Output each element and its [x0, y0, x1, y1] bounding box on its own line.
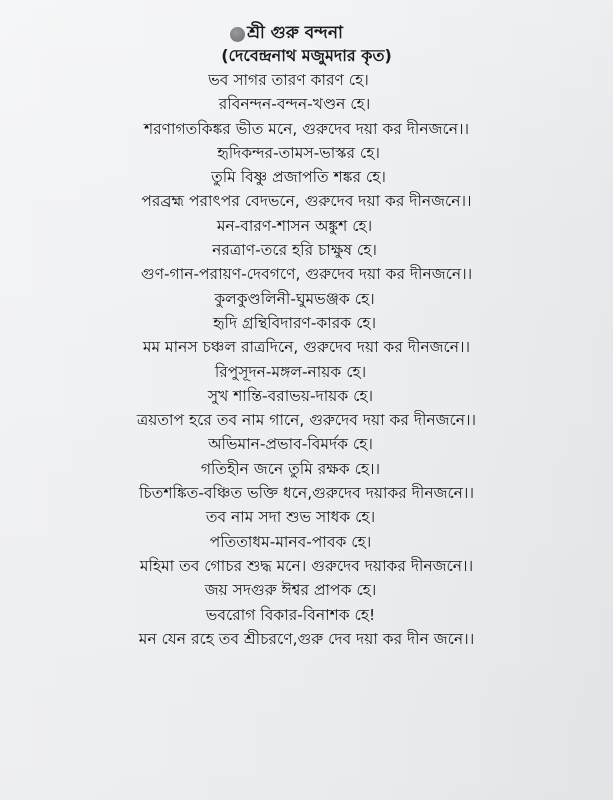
verse-line: রবিনন্দন-বন্দন-খণ্ডন হে। — [218, 95, 371, 114]
verse-line: তুমি বিষ্ণু প্রজাপতি শঙ্কর হে। — [211, 168, 386, 187]
verse-line: নরত্রাণ-তরে হরি চাক্ষুষ হে। — [212, 241, 377, 260]
title-row — [0, 20, 613, 44]
verse-line: গতিহীন জনে তুমি রক্ষক হে।। — [200, 459, 381, 478]
verse-line: হৃদি গ্রন্থিবিদারণ-কারক হে। — [212, 313, 377, 332]
verse-line: মন-বারণ-শাসন অঙ্কুশ হে। — [216, 216, 373, 235]
title-text: শ্রী গুরু বন্দনা — [247, 23, 343, 43]
verse-line: ভব সাগর তারণ কারণ হে। — [208, 71, 369, 89]
verse-line: চিতশঙ্কিত-বঞ্চিত ভক্তি ধনে,গুরুদেব দয়াকর দীনজনে।। — [138, 484, 475, 503]
verse-line: মম মানস চঞ্চল রাত্রদিনে, গুরুদেব দয়া কর দীনজনে।। — [142, 338, 471, 357]
verse-line: হৃদিকন্দর-তামস-ভাস্কর হে। — [217, 143, 380, 162]
verse-line: মন যেন রহে তব শ্রীচরণে,গুরু দেব দয়া কর দীন জনে।। — [138, 629, 475, 648]
verse-line: সুখ শান্তি-বরাভয়-দায়ক হে। — [207, 386, 374, 405]
verse-line: জয় সদগুরু ঈশ্বর প্রাপক হে। — [204, 581, 377, 600]
verse-line: ভবরোগ বিকার-বিনাশক হে! — [205, 605, 376, 624]
verse-line: মহিমা তব গোচর শুদ্ধ মনে। গুরুদেব দয়াকর দীনজনে।। — [139, 556, 474, 575]
verse-line: ত্রয়তাপ হরে তব নাম গানে, গুরুদেব দয়া কর দীনজনে।। — [136, 411, 477, 430]
verse-line: কুলকুণ্ডলিনী-ঘুমভঞ্জক হে। — [214, 289, 375, 308]
circle-bullet-icon — [230, 27, 245, 42]
hymn-verses — [0, 68, 613, 651]
author-subtitle: (দেবেন্দ্রনাথ মজুমদার কৃত) — [221, 46, 392, 65]
verse-line: তব নাম সদা শুভ সাধক হে। — [205, 508, 376, 527]
verse-line: পরব্রহ্ম পরাৎপর বেদভনে, গুরুদেব দয়া কর দীনজনে।। — [141, 192, 472, 211]
verse-line: অভিমান-প্রভাব-বিমর্দক হে। — [208, 435, 373, 454]
verse-line: শরণাগতকিঙ্কর ভীত মনে, গুরুদেব দয়া কর দীনজনে।। — [143, 119, 470, 138]
verse-line: গুণ-গান-পরায়ণ-দেবগণে, গুরুদেব দয়া কর দীনজনে।। — [140, 265, 473, 284]
verse-line: পতিতাধম-মানব-পাবক হে। — [209, 532, 372, 551]
verse-line: রিপুসূদন-মঙ্গল-নায়ক হে। — [214, 362, 367, 381]
